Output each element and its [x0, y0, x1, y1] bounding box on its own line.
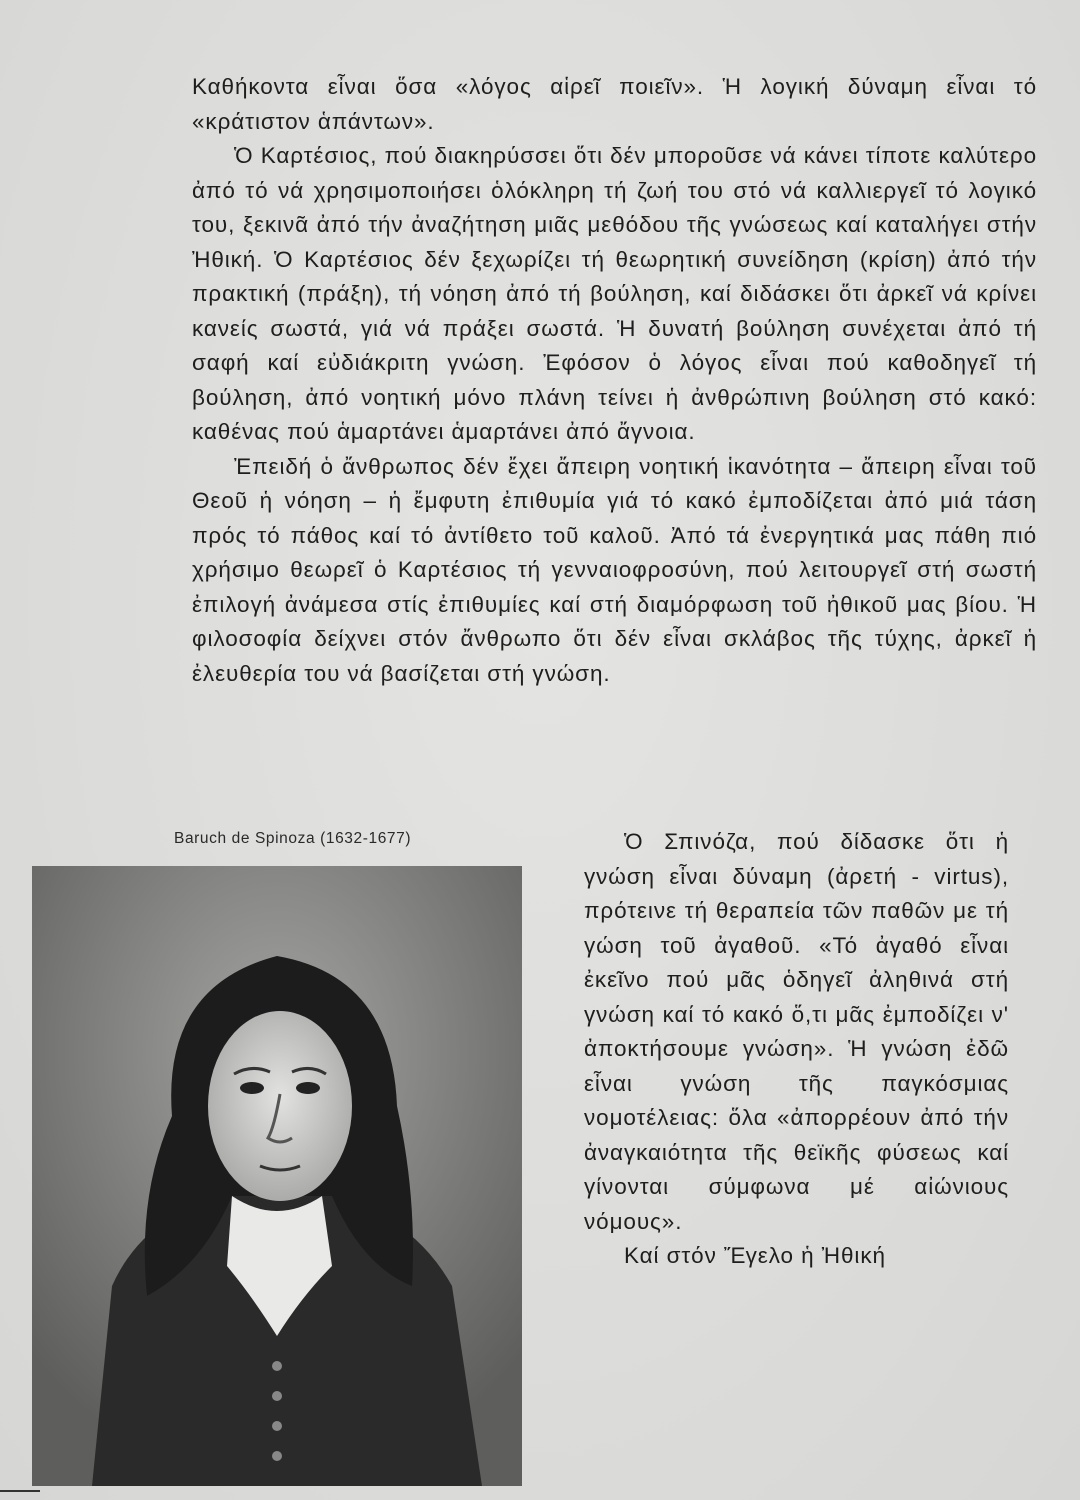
main-text-block — [192, 70, 1037, 691]
paragraph-duties: Καθήκοντα εἶναι ὅσα «λόγος αἱρεῖ ποιεῖν». Ἡ λογική δύναμη εἶναι τό «κράτιστον ἁπάντων». — [192, 74, 1037, 134]
paragraph-descartes: Ὁ Καρτέσιος, πού διακηρύσσει ὅτι δέν μποροῦσε νά κάνει τίποτε καλύτερο ἀπό τό νά χρησιμοποιήσει ὁλόκληρη τή ζωή του στό νά καλλιεργεῖ τό λογικό του, ξεκινᾶ ἀπό τήν ἀναζήτηση μιᾶς μεθόδου τῆς γνώσεως καί καταλήγει στήν Ἠθική. Ὁ Καρτέσιος δέν ξεχωρίζει τή θεωρητική συνείδηση (κρίση) ἀπό τήν πρακτική (πράξη), τή νόηση ἀπό τή βούληση, καί διδάσκει ὅτι ἀρκεῖ νά κρίνει κανείς σωστά, γιά νά πράξει σωστά. Ἡ δυνατή βούληση συνέχεται ἀπό τή σαφή καί εὐδιάκριτη γνώση. Ἐφόσον ὁ λόγος εἶναι πού καθοδηγεῖ τή βούληση, ἀπό νοητική μόνο πλάνη τείνει ἡ ἀνθρώπινη βούληση στό κακό: καθένας πού ἁμαρτάνει ἁμαρτάνει ἀπό ἄγνοια. — [192, 143, 1037, 444]
paragraph-hegel: Καί στόν Ἔγελο ἡ Ἠθική — [624, 1243, 886, 1268]
page-edge-mark — [0, 1490, 40, 1492]
paragraph-spinoza: Ὁ Σπινόζα, πού δίδασκε ὅτι ἡ γνώση εἶναι δύναμη (ἀρετή - virtus), πρότεινε τή θεραπεία τῶν παθῶν με τή γώση τοῦ ἀγαθοῦ. «Τό ἀγαθό εἶναι ἐκεῖνο πού μᾶς ὁδηγεῖ ἀληθινά στή γνώση καί τό κακό ὅ,τι μᾶς ἐμποδίζει ν' ἀποκτήσουμε γνώση». Ἡ γνώση ἐδῶ εἶναι γνώση τῆς παγκόσμιας νομοτέλειας: ὅλα «ἀπορρέουν ἀπό τήν ἀναγκαιότητα τῆς θεϊκῆς φύσεως καί γίνονται σύμφωνα μέ αἰώνιους νόμους». — [584, 829, 1009, 1234]
paragraph-passions: Ἐπειδή ὁ ἄνθρωπος δέν ἔχει ἄπειρη νοητική ἱκανότητα – ἄπειρη εἶναι τοῦ Θεοῦ ἡ νόηση – ἡ ἔμφυτη ἐπιθυμία γιά τό κακό ἐμποδίζεται ἀπό μιά τάση πρός τό πάθος καί τό ἀντίθετο τοῦ καλοῦ. Ἀπό τά ἐνεργητικά μας πάθη πιό χρήσιμο θεωρεῖ ὁ Καρτέσιος τή γενναιοφροσύνη, πού λειτουργεῖ στή σωστή ἐπιλογή ἀνάμεσα στίς ἐπιθυμίες καί στή διαμόρφωση τοῦ ἠθικοῦ μας βίου. Ἡ φιλοσοφία δείχνει στόν ἄνθρωπο ὅτι δέν εἶναι σκλάβος τῆς τύχης, ἀρκεῖ ἡ ἐλευθερία του νά βασίζεται στή γνώση. — [192, 453, 1037, 686]
portrait-caption: Baruch de Spinoza (1632-1677) — [174, 830, 412, 847]
side-text-block — [584, 825, 1009, 1274]
spinoza-portrait-image — [32, 866, 522, 1486]
